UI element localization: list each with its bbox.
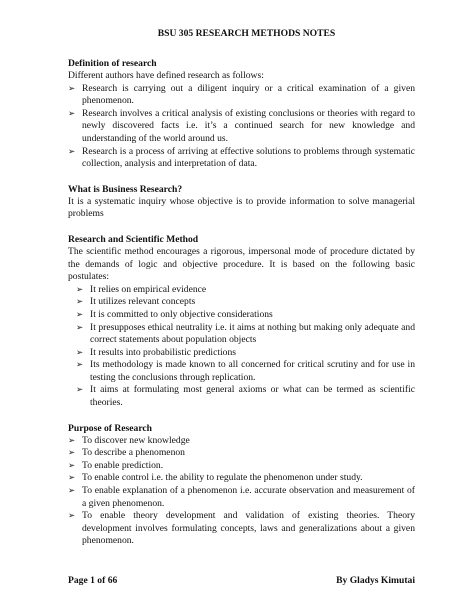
arrow-bullet-icon: ➢ [76,284,84,295]
list-item: ➢ It is committed to only objective considerations [76,308,273,320]
section-business-research [68,183,415,221]
list-item: ➢ Its methodology is made known to all concerned for critical scrutiny and for use in testing the conclusions through replication. [76,359,415,383]
arrow-bullet-icon: ➢ [68,448,76,459]
arrow-bullet-icon: ➢ [76,385,84,396]
arrow-bullet-icon: ➢ [68,511,76,522]
section-paragraph: It is a systematic inquiry whose objective is to provide information to solve managerial problems [68,195,415,220]
list-item: ➢ It results into probabilistic predictions [76,346,237,358]
arrow-bullet-icon: ➢ [76,297,84,308]
list-item: ➢ Research is carrying out a diligent inquiry or a critical examination of a given phenomenon. [68,82,415,107]
section-heading: What is Business Research? [68,183,183,195]
arrow-bullet-icon: ➢ [68,460,76,471]
arrow-bullet-icon: ➢ [68,108,76,119]
bullet-list [68,284,415,410]
section-paragraph: Different authors have defined research as follows: [68,70,264,81]
section-heading: Research and Scientific Method [68,233,199,245]
arrow-bullet-icon: ➢ [76,360,84,371]
section-heading: Purpose of Research [68,422,153,434]
arrow-bullet-icon: ➢ [68,473,76,484]
list-item: ➢ It aims at formulating most general axioms or what can be termed as scientific theories. [76,384,415,409]
arrow-bullet-icon: ➢ [76,309,84,320]
arrow-bullet-icon: ➢ [76,322,84,333]
author-name: By Gladys Kimutai [336,575,415,586]
section-scientific-method [68,233,415,410]
arrow-bullet-icon: ➢ [68,435,76,446]
arrow-bullet-icon: ➢ [68,486,76,497]
list-item: ➢ It presupposes ethical neutrality i.e. it aims at nothing but making only adequate and correct statements about population objects [76,321,415,346]
list-item: ➢ Research involves a critical analysis of existing conclusions or theories with regard to newly discovered facts i.e. it’s a continued search for new knowledge and understanding of the world around us. [68,107,415,144]
arrow-bullet-icon: ➢ [68,146,76,157]
list-item: ➢ To enable prediction. [68,459,164,471]
bullet-list [68,435,415,548]
section-definition [68,57,415,171]
list-item: ➢ It utilizes relevant concepts [76,296,196,308]
list-item: ➢ It relies on empirical evidence [76,283,207,295]
list-item: ➢ Research is a process of arriving at effective solutions to problems through systematic collection, analysis and interpretation of data. [68,145,415,170]
page-number: Page 1 of 66 [68,575,118,586]
section-heading: Definition of research [68,58,157,69]
list-item: ➢ To describe a phenomenon [68,447,185,459]
list-item: ➢ To enable control i.e. the ability to regulate the phenomenon under study. [68,472,363,484]
list-item: ➢ To enable theory development and validation of existing theories. Theory development involves formulating concepts, laws and generalizations about a given phenomenon. [68,510,415,547]
page-footer [68,575,415,586]
arrow-bullet-icon: ➢ [76,347,84,358]
list-item: ➢ To discover new knowledge [68,434,190,446]
bullet-list [68,83,415,171]
list-item: ➢ To enable explanation of a phenomenon i.e. accurate observation and measurement of a given phenomenon. [68,485,415,509]
section-paragraph: The scientific method encourages a rigorous, impersonal mode of procedure dictated by the demands of logic and objective procedure. It is based on the following basic postulates: [68,245,415,283]
section-purpose [68,422,415,548]
document-title: BSU 305 RESEARCH METHODS NOTES [157,28,336,39]
arrow-bullet-icon: ➢ [68,83,76,94]
